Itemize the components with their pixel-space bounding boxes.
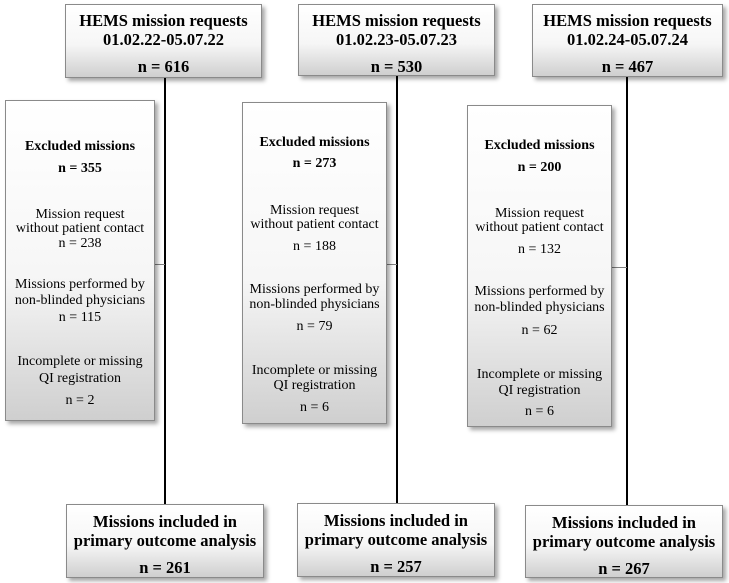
excluded-box-col-3 xyxy=(467,105,612,427)
excluded-box-col-1 xyxy=(5,100,155,421)
excluded-title: Excluded missions xyxy=(484,138,595,153)
reason-label-line-1: Mission request xyxy=(35,207,125,222)
reason-count: n = 115 xyxy=(58,310,102,325)
reason-label-line-1: Incomplete or missing xyxy=(251,363,378,378)
reason-count: n = 6 xyxy=(300,400,329,415)
hems-requests-count: n = 530 xyxy=(370,57,423,76)
hems-requests-period: 01.02.24-05.07.24 xyxy=(567,30,688,49)
hems-requests-title: HEMS mission requests xyxy=(312,11,481,30)
excluded-count: n = 200 xyxy=(517,160,562,175)
hems-requests-box-col-2 xyxy=(298,4,495,76)
hems-requests-box-col-1 xyxy=(65,4,262,78)
reason-label-line-2: without patient contact xyxy=(250,217,379,232)
branch-line-col-2 xyxy=(387,264,397,265)
reason-label-line-1: Missions performed by xyxy=(474,284,605,299)
reason-count: n = 62 xyxy=(521,323,558,338)
excluded-title: Excluded missions xyxy=(259,135,370,150)
reason-count: n = 238 xyxy=(58,236,102,251)
excluded-count: n = 273 xyxy=(292,156,337,171)
excluded-count: n = 355 xyxy=(58,161,102,176)
reason-label-line-2: QI registration xyxy=(38,371,122,386)
hems-requests-box-col-3 xyxy=(532,4,723,77)
excluded-title: Excluded missions xyxy=(24,139,136,154)
included-label-line-2: primary outcome analysis xyxy=(73,531,257,550)
hems-requests-count: n = 616 xyxy=(137,57,190,76)
reason-label-line-2: non-blinded physicians xyxy=(249,297,380,312)
flow-line-col-2 xyxy=(396,75,398,505)
hems-requests-period: 01.02.22-05.07.22 xyxy=(103,30,224,49)
reason-label-line-2: without patient contact xyxy=(15,221,145,236)
reason-label-line-1: Missions performed by xyxy=(15,277,145,292)
reason-label-line-1: Mission request xyxy=(494,206,585,221)
included-label-line-2: primary outcome analysis xyxy=(304,530,488,549)
included-label-line-2: primary outcome analysis xyxy=(532,532,716,551)
reason-label-line-2: QI registration xyxy=(498,383,581,398)
reason-count: n = 79 xyxy=(296,319,333,334)
included-label-line-1: Missions included in xyxy=(552,513,696,532)
reason-count: n = 132 xyxy=(518,242,561,257)
hems-requests-period: 01.02.23-05.07.23 xyxy=(336,30,457,49)
branch-line-col-3 xyxy=(612,267,627,268)
reason-label-line-2: QI registration xyxy=(273,378,356,393)
included-label-line-1: Missions included in xyxy=(324,511,468,530)
reason-label-line-1: Incomplete or missing xyxy=(17,354,143,369)
hems-requests-title: HEMS mission requests xyxy=(543,11,712,30)
flow-line-col-1 xyxy=(164,75,166,505)
reason-label-line-1: Missions performed by xyxy=(249,282,380,297)
included-count: n = 267 xyxy=(598,559,650,578)
reason-label-line-2: without patient contact xyxy=(475,220,604,235)
flow-line-col-3 xyxy=(626,75,628,507)
reason-label-line-1: Incomplete or missing xyxy=(476,367,603,382)
reason-label-line-2: non-blinded physicians xyxy=(474,300,605,315)
reason-count: n = 2 xyxy=(65,393,95,408)
included-box-col-2 xyxy=(297,503,495,577)
branch-line-col-1 xyxy=(155,264,165,265)
hems-requests-count: n = 467 xyxy=(601,57,654,76)
reason-count: n = 188 xyxy=(293,239,336,254)
hems-requests-title: HEMS mission requests xyxy=(79,11,248,30)
reason-label-line-1: Mission request xyxy=(269,203,360,218)
included-box-col-1 xyxy=(66,504,264,578)
included-box-col-3 xyxy=(525,505,723,578)
excluded-box-col-2 xyxy=(242,102,387,424)
reason-count: n = 6 xyxy=(525,404,554,419)
included-count: n = 257 xyxy=(370,557,422,576)
included-label-line-1: Missions included in xyxy=(93,512,237,531)
included-count: n = 261 xyxy=(139,558,191,577)
reason-label-line-2: non-blinded physicians xyxy=(14,293,146,308)
